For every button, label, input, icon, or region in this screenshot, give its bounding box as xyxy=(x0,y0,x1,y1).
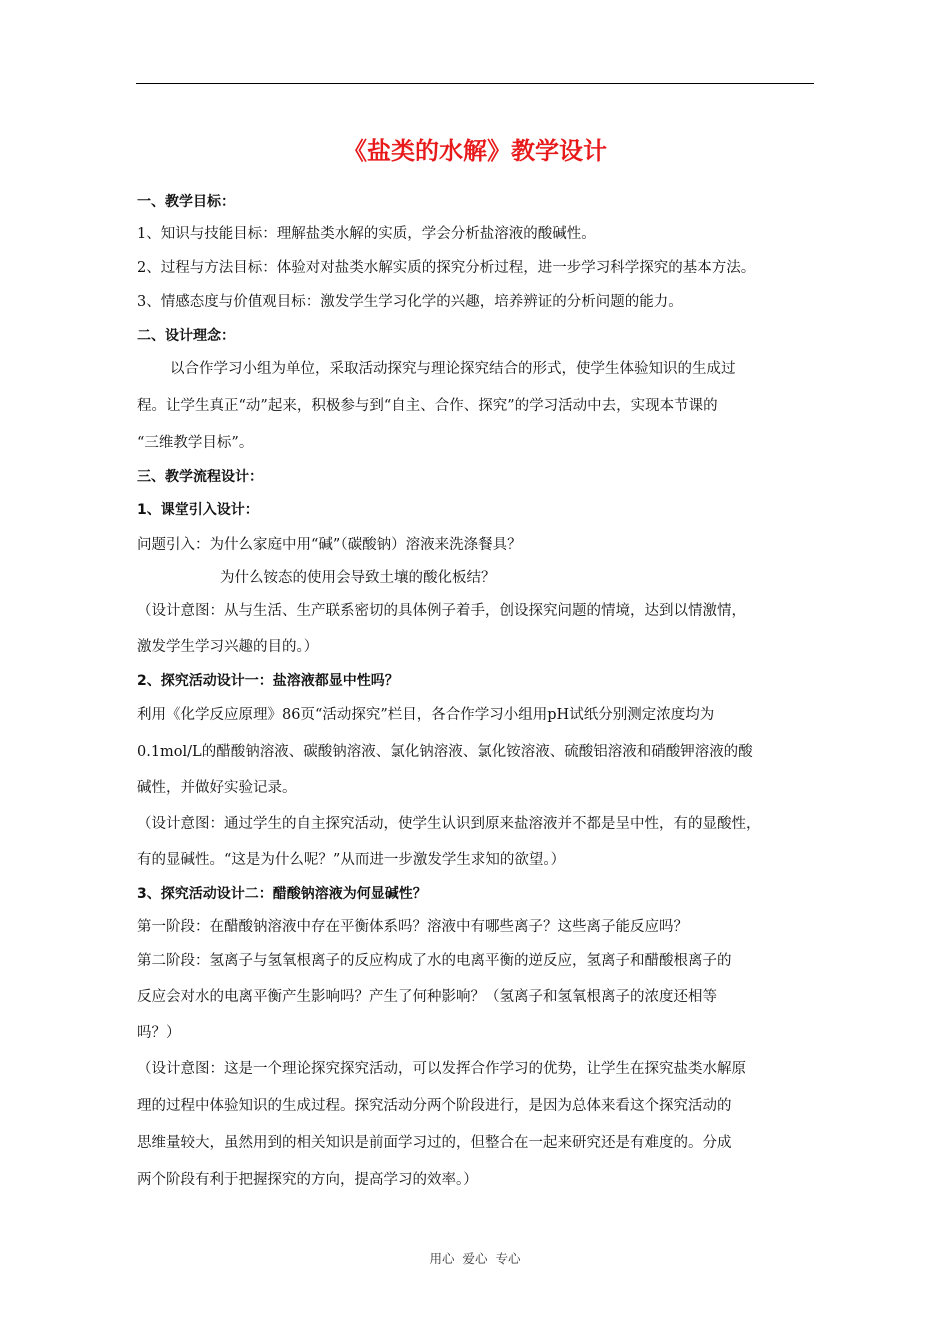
paragraph-line: 问题引入：为什么家庭中用“碱”（碳酸钠）溶液来洗涤餐具？ xyxy=(137,537,522,553)
paragraph-line: 0.1mol/L的醋酸钠溶液、碳酸钠溶液、氯化钠溶液、氯化铵溶液、硫酸铝溶液和硝酸钾溶液的酸 xyxy=(137,744,753,760)
paragraph-line: 3、情感态度与价值观目标：激发学生学习化学的兴趣，培养辨证的分析问题的能力。 xyxy=(137,294,683,310)
paragraph-line: 激发学生学习兴趣的目的。） xyxy=(137,639,319,655)
paragraph-line: （设计意图：从与生活、生产联系密切的具体例子着手，创设探究问题的情境，达到以情激情， xyxy=(137,603,746,619)
section-heading-concept: 二、设计理念： xyxy=(137,328,235,344)
subsection-heading: 3、探究活动设计二：醋酸钠溶液为何显碱性？ xyxy=(137,886,427,902)
paragraph-line: （设计意图：这是一个理论探究探究活动，可以发挥合作学习的优势，让学生在探究盐类水解原 xyxy=(137,1061,746,1077)
section-heading-objectives: 一、教学目标： xyxy=(137,194,235,210)
paragraph-line: 利用《化学反应原理》86页“活动探究”栏目，各合作学习小组用pH试纸分别测定浓度均为 xyxy=(137,707,715,723)
paragraph-line: 程。让学生真正“动”起来，积极参与到“自主、合作、探究”的学习活动中去，实现本节课的 xyxy=(137,398,718,414)
paragraph-line: “三维教学目标”。 xyxy=(137,435,254,451)
subsection-heading: 1、课堂引入设计： xyxy=(137,502,259,518)
paragraph-line: 思维量较大，虽然用到的相关知识是前面学习过的，但整合在一起来研究还是有难度的。分成 xyxy=(137,1135,732,1151)
paragraph-line: 理的过程中体验知识的生成过程。探究活动分两个阶段进行，是因为总体来看这个探究活动的 xyxy=(137,1098,732,1114)
subsection-heading: 2、探究活动设计一：盐溶液都显中性吗？ xyxy=(137,673,399,689)
paragraph-line: 1、知识与技能目标：理解盐类水解的实质，学会分析盐溶液的酸碱性。 xyxy=(137,226,596,242)
paragraph-line: 第一阶段：在醋酸钠溶液中存在平衡体系吗？溶液中有哪些离子？这些离子能反应吗？ xyxy=(137,919,688,935)
paragraph-line: 反应会对水的电离平衡产生影响吗？产生了何种影响？（氢离子和氢氧根离子的浓度还相等 xyxy=(137,989,717,1005)
paragraph-line: 以合作学习小组为单位，采取活动探究与理论探究结合的形式，使学生体验知识的生成过 xyxy=(170,361,736,377)
paragraph-line: 第二阶段：氢离子与氢氧根离子的反应构成了水的电离平衡的逆反应，氢离子和醋酸根离子的 xyxy=(137,953,732,969)
paragraph-line: （设计意图：通过学生的自主探究活动，使学生认识到原来盐溶液并不都是呈中性，有的显酸性， xyxy=(137,816,761,832)
paragraph-line: 碱性，并做好实验记录。 xyxy=(137,780,297,796)
page-footer: 用心 爱心 专心 xyxy=(429,1251,521,1266)
paragraph-line: 为什么铵态的使用会导致土壤的酸化板结？ xyxy=(220,570,496,586)
paragraph-line: 2、过程与方法目标：体验对对盐类水解实质的探究分析过程，进一步学习科学探究的基本方法。 xyxy=(137,260,756,276)
paragraph-line: 两个阶段有利于把握探究的方向，提高学习的效率。） xyxy=(137,1172,478,1188)
section-heading-flow: 三、教学流程设计： xyxy=(137,469,263,485)
paragraph-line: 有的显碱性。“这是为什么呢？”从而进一步激发学生求知的欲望。） xyxy=(137,852,566,868)
page-title: 《盐类的水解》教学设计 xyxy=(343,137,607,165)
paragraph-line: 吗？） xyxy=(137,1025,181,1041)
header-rule xyxy=(136,83,814,84)
